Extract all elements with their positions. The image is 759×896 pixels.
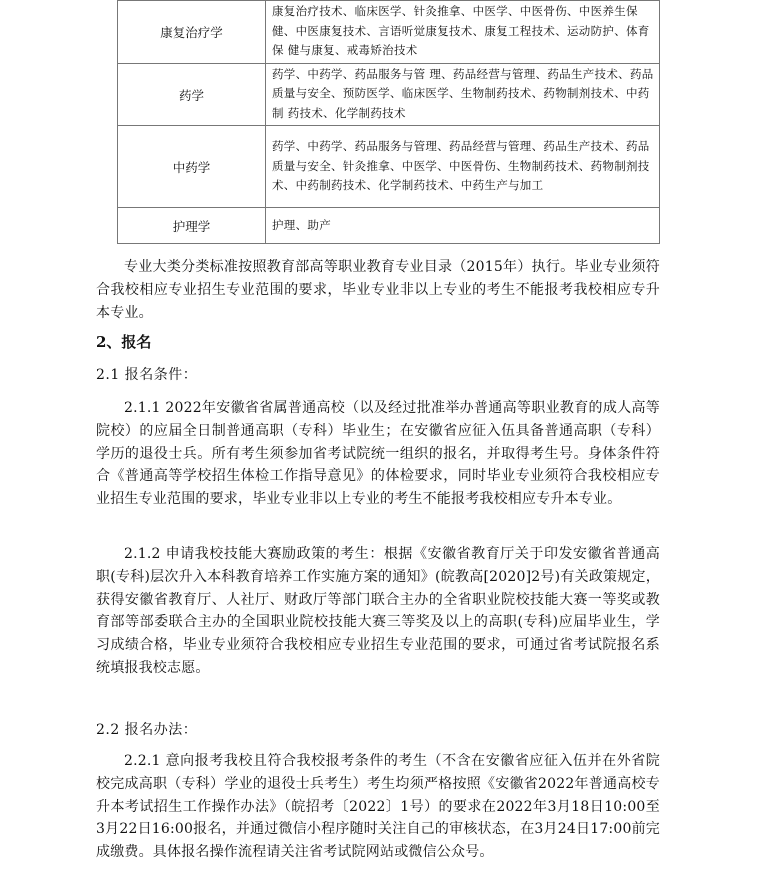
table-row [118, 64, 660, 126]
category-cell: 药学 [118, 64, 266, 126]
paragraph-2-1-2: 2.1.2 申请我校技能大赛励政策的考生：根据《安徽省教育厅关于印发安徽省普通高职(专科)层次升入本科教育培养工作实施方案的通知》(皖教高[2020]2号)有关政策规定，获得安徽省教育厅、人社厅、财政厅等部门联合主办的全省职业院校技能大赛一等奖或教育部等部委联合主办的全国职业院校技能大赛三等奖及以上的高职(专科)应届毕业生，学习成绩合格，毕业专业须符合我校相应专业招生专业范围的要求，可通过省考试院报名系统填报我校志愿。 [96, 546, 660, 676]
table-row [118, 208, 660, 244]
section-heading: 2、报名 [96, 333, 152, 351]
major-standard-note: 专业大类分类标准按照教育部高等职业教育专业目录（2015年）执行。毕业专业须符合我校相应专业招生专业范围的要求，毕业专业非以上专业的考生不能报考我校相应专升本专业。 [96, 259, 660, 321]
category-cell: 康复治疗学 [118, 1, 266, 64]
subsection-title: 2.2 报名办法： [96, 722, 198, 738]
table-row [118, 126, 660, 208]
category-cell: 中药学 [118, 126, 266, 208]
majors-cell: 康复治疗技术、临床医学、针灸推拿、中医学、中医骨伤、中医养生保健、中医康复技术、言语听觉康复技术、康复工程技术、运动防护、体育保 健与康复、戒毒矫治技术 [266, 1, 660, 64]
majors-cell: 护理、助产 [266, 208, 660, 244]
majors-table [117, 0, 660, 244]
paragraph-2-1-1: 2.1.1 2022年安徽省省属普通高校（以及经过批准举办普通高等职业教育的成人高等院校）的应届全日制普通高职（专科）毕业生；在安徽省应征入伍具备普通高职（专科）学历的退役士兵。所有考生须参加省考试院统一组织的报名，并取得考生号。身体条件符合《普通高等学校招生体检工作指导意见》的体检要求，同时毕业专业须符合我校相应专业招生专业范围的要求，毕业专业非以上专业的考生不能报考我校相应专升本专业。 [96, 400, 660, 508]
category-cell: 护理学 [118, 208, 266, 244]
table-row [118, 1, 660, 64]
majors-cell: 药学、中药学、药品服务与管 理、药品经营与管理、药品生产技术、药品质量与安全、预防医学、临床医学、生物制药技术、药物制剂技术、中药制 药技术、化学制药技术 [266, 64, 660, 126]
majors-cell: 药学、中药学、药品服务与管理、药品经营与管理、药品生产技术、药品质量与安全、针灸推拿、中医学、中医骨伤、生物制药技术、药物制剂技术、中药制药技术、化学制药技术、中药生产与加工 [266, 126, 660, 208]
paragraph-2-2-1: 2.2.1 意向报考我校且符合我校报考条件的考生（不含在安徽省应征入伍并在外省院校完成高职（专科）学业的退役士兵考生）考生均须严格按照《安徽省2022年普通高校专升本考试招生工作操作办法》（皖招考〔2022〕1号）的要求在2022年3月18日10:00至3月22日16:00报名，并通过微信小程序随时关注自己的审核状态，在3月24日17:00前完成缴费。具体报名操作流程请关注省考试院网站或微信公众号。 [96, 753, 660, 861]
subsection-title: 2.1 报名条件： [96, 367, 198, 383]
